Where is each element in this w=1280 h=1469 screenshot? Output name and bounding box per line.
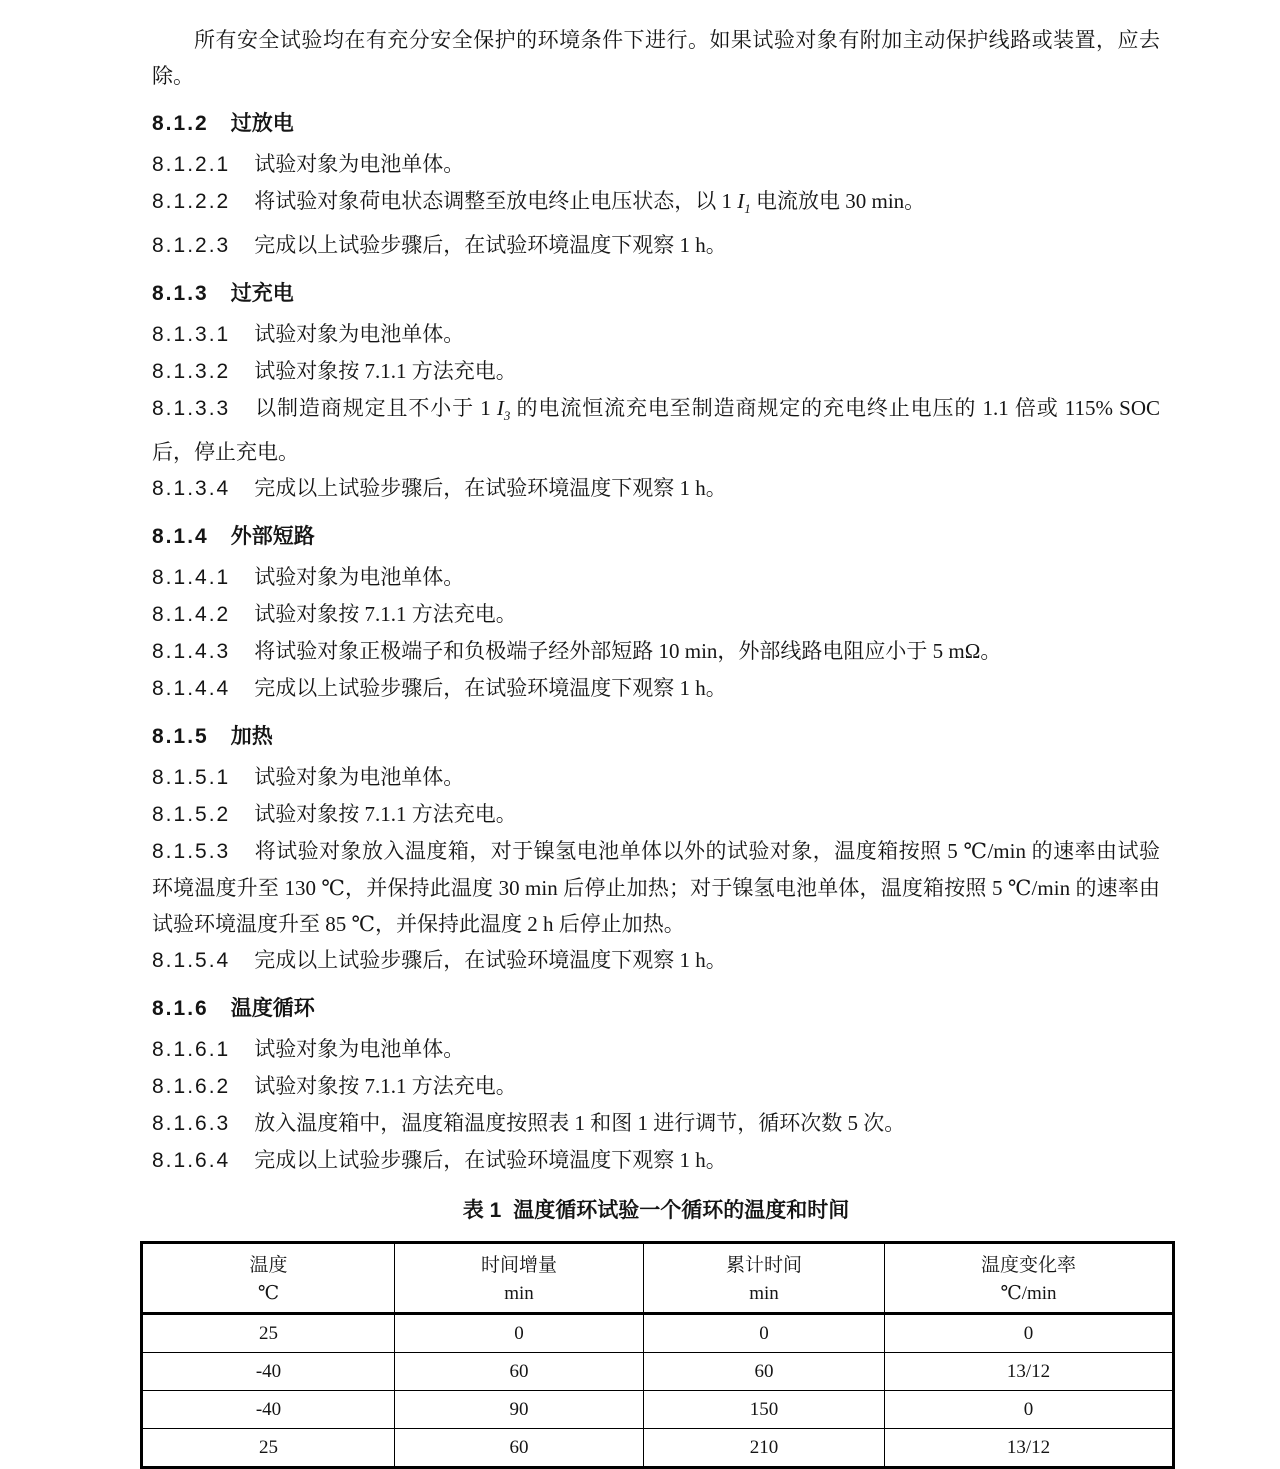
section-title: 过放电 <box>230 112 294 135</box>
clause-text: 试验对象为电池单体。 <box>254 152 465 176</box>
clause-number: 8.1.2.1 <box>152 153 231 176</box>
column-header-cumulative-time <box>644 1243 885 1314</box>
section-heading <box>152 519 1160 555</box>
clause-number: 8.1.3.4 <box>152 477 231 501</box>
clause-number: 8.1.4.4 <box>152 677 231 701</box>
clause-number: 8.1.5.4 <box>152 949 231 973</box>
clause-text: 将试验对象荷电状态调整至放电终止电压状态，以 1 <box>254 189 738 213</box>
cell-cumulative-time: 60 <box>644 1353 885 1391</box>
clause-number: 8.1.5.2 <box>152 803 231 827</box>
column-header-temperature <box>142 1243 395 1314</box>
table-caption-number: 表 1 <box>462 1199 502 1223</box>
table-row <box>142 1391 1174 1429</box>
cell-temperature-rate: 13/12 <box>885 1353 1174 1391</box>
current-symbol-subscript: 3 <box>503 408 511 424</box>
clause-8-1-4-2 <box>152 596 1160 633</box>
clause-text: 电流放电 30 min。 <box>750 189 926 213</box>
clause-number: 8.1.3.1 <box>152 323 231 347</box>
cell-temperature-rate: 13/12 <box>885 1429 1174 1468</box>
column-label: 累计时间 <box>725 1255 802 1277</box>
section-8-1-3 <box>152 276 1160 507</box>
clause-text: 试验对象为电池单体。 <box>254 322 465 347</box>
clause-text: 完成以上试验步骤后，在试验环境温度下观察 1 h。 <box>254 948 727 973</box>
clause-8-1-6-3 <box>152 1105 1160 1142</box>
section-number: 8.1.2 <box>152 112 209 135</box>
section-heading <box>152 276 1160 312</box>
clause-text: 完成以上试验步骤后，在试验环境温度下观察 1 h。 <box>254 476 727 501</box>
clause-8-1-3-4 <box>152 470 1160 507</box>
cell-cumulative-time: 0 <box>644 1314 885 1353</box>
clause-8-1-4-3 <box>152 633 1160 670</box>
section-title: 温度循环 <box>230 997 315 1021</box>
clause-8-1-5-3 <box>152 833 1160 942</box>
current-symbol: I <box>737 189 745 213</box>
clause-8-1-3-2 <box>152 353 1160 390</box>
clause-8-1-3-3 <box>152 390 1160 470</box>
section-number: 8.1.6 <box>152 997 209 1021</box>
clause-number: 8.1.6.1 <box>152 1038 231 1062</box>
section-heading <box>152 719 1160 755</box>
section-8-1-6 <box>152 991 1160 1179</box>
table-row <box>142 1429 1174 1468</box>
section-heading <box>152 106 1160 142</box>
section-title: 外部短路 <box>230 525 315 549</box>
column-unit: ℃ <box>257 1283 280 1305</box>
clause-text: 试验对象按 7.1.1 方法充电。 <box>254 359 517 384</box>
cell-temperature-rate: 0 <box>885 1391 1174 1429</box>
section-number: 8.1.3 <box>152 282 209 306</box>
cell-time-increment: 0 <box>395 1314 644 1353</box>
clause-number: 8.1.6.4 <box>152 1149 231 1173</box>
column-unit: min <box>749 1283 779 1305</box>
current-symbol-subscript: 1 <box>744 201 751 217</box>
clause-number: 8.1.4.1 <box>152 566 231 590</box>
column-header-time-increment <box>395 1243 644 1314</box>
current-symbol: I <box>496 396 504 421</box>
section-number: 8.1.5 <box>152 725 209 749</box>
clause-text: 试验对象按 7.1.1 方法充电。 <box>254 602 517 627</box>
clause-8-1-5-4 <box>152 942 1160 979</box>
table-header-row <box>142 1243 1174 1314</box>
clause-8-1-5-1 <box>152 759 1160 796</box>
clause-text: 放入温度箱中，温度箱温度按照表 1 和图 1 进行调节，循环次数 5 次。 <box>254 1111 906 1136</box>
section-number: 8.1.4 <box>152 525 209 549</box>
cell-time-increment: 60 <box>395 1353 644 1391</box>
section-8-1-2 <box>152 106 1160 264</box>
clause-number: 8.1.2.3 <box>152 234 231 258</box>
clause-number: 8.1.5.3 <box>152 840 231 864</box>
cell-temperature-rate: 0 <box>885 1314 1174 1353</box>
table-caption <box>140 1193 1172 1229</box>
table-body <box>142 1314 1174 1468</box>
clause-8-1-6-4 <box>152 1142 1160 1179</box>
section-8-1-5 <box>152 719 1160 979</box>
table-header <box>142 1243 1174 1314</box>
clause-text: 试验对象按 7.1.1 方法充电。 <box>254 1074 517 1099</box>
section-title: 过充电 <box>230 282 294 306</box>
clause-number: 8.1.3.3 <box>152 397 231 421</box>
table-caption-title: 温度循环试验一个循环的温度和时间 <box>513 1199 850 1223</box>
clause-8-1-2-3 <box>152 227 1160 264</box>
clause-8-1-2-1 <box>152 146 1160 183</box>
cell-cumulative-time: 210 <box>644 1429 885 1468</box>
clause-8-1-6-2 <box>152 1068 1160 1105</box>
clause-text: 以制造商规定且不小于 1 <box>254 396 497 421</box>
cell-temperature: 25 <box>142 1314 395 1353</box>
clause-text: 完成以上试验步骤后，在试验环境温度下观察 1 h。 <box>254 233 727 258</box>
column-unit: ℃/min <box>1000 1283 1057 1305</box>
clause-text: 将试验对象正极端子和负极端子经外部短路 10 min，外部线路电阻应小于 5 mΩ。 <box>254 639 1002 664</box>
clause-text: 试验对象为电池单体。 <box>254 565 465 590</box>
table-row <box>142 1314 1174 1353</box>
column-label: 温度 <box>249 1255 288 1277</box>
clause-number: 8.1.5.1 <box>152 766 231 790</box>
cell-time-increment: 60 <box>395 1429 644 1468</box>
clause-number: 8.1.3.2 <box>152 360 231 384</box>
section-heading <box>152 991 1160 1027</box>
clause-text: 试验对象为电池单体。 <box>254 765 465 790</box>
cell-temperature: -40 <box>142 1353 395 1391</box>
intro-paragraph: 所有安全试验均在有充分安全保护的环境条件下进行。如果试验对象有附加主动保护线路或装置，应去除。 <box>152 28 1160 88</box>
clause-number: 8.1.6.3 <box>152 1112 231 1136</box>
clause-8-1-5-2 <box>152 796 1160 833</box>
clause-text: 将试验对象放入温度箱，对于镍氢电池单体以外的试验对象，温度箱按照 5 ℃/min 的速率由试验环境温度升至 130 ℃，并保持此温度 30 min 后停止加热；对于镍氢电池单体，温度箱按照 5 ℃/min 的速率由试验环境温度升至 85 ℃，并保持此温度 2 h 后停止加热。 <box>152 839 1160 937</box>
clause-number: 8.1.6.2 <box>152 1075 231 1099</box>
clause-number: 8.1.2.2 <box>152 190 231 213</box>
clause-text: 完成以上试验步骤后，在试验环境温度下观察 1 h。 <box>254 676 727 701</box>
column-header-temperature-rate <box>885 1243 1174 1314</box>
clause-text: 试验对象为电池单体。 <box>254 1037 465 1062</box>
cell-temperature: 25 <box>142 1429 395 1468</box>
clause-8-1-2-2 <box>152 183 1160 227</box>
cell-cumulative-time: 150 <box>644 1391 885 1429</box>
section-8-1-4 <box>152 519 1160 707</box>
clause-number: 8.1.4.2 <box>152 603 231 627</box>
clause-8-1-4-1 <box>152 559 1160 596</box>
column-label: 温度变化率 <box>980 1255 1076 1277</box>
section-title: 加热 <box>230 725 273 749</box>
column-unit: min <box>504 1283 534 1305</box>
clause-text: 完成以上试验步骤后，在试验环境温度下观察 1 h。 <box>254 1148 727 1173</box>
temperature-cycle-table <box>140 1241 1175 1469</box>
clause-8-1-4-4 <box>152 670 1160 707</box>
table-row <box>142 1353 1174 1391</box>
column-label: 时间增量 <box>480 1255 557 1277</box>
cell-time-increment: 90 <box>395 1391 644 1429</box>
cell-temperature: -40 <box>142 1391 395 1429</box>
clause-text: 试验对象按 7.1.1 方法充电。 <box>254 802 517 827</box>
clause-8-1-3-1 <box>152 316 1160 353</box>
clause-text: 的电流恒流充电至制造商规定的充电终止电压的 1.1 倍或 115% SOC 后，停止充电。 <box>152 396 1160 465</box>
clause-number: 8.1.4.3 <box>152 640 231 664</box>
clause-8-1-6-1 <box>152 1031 1160 1068</box>
